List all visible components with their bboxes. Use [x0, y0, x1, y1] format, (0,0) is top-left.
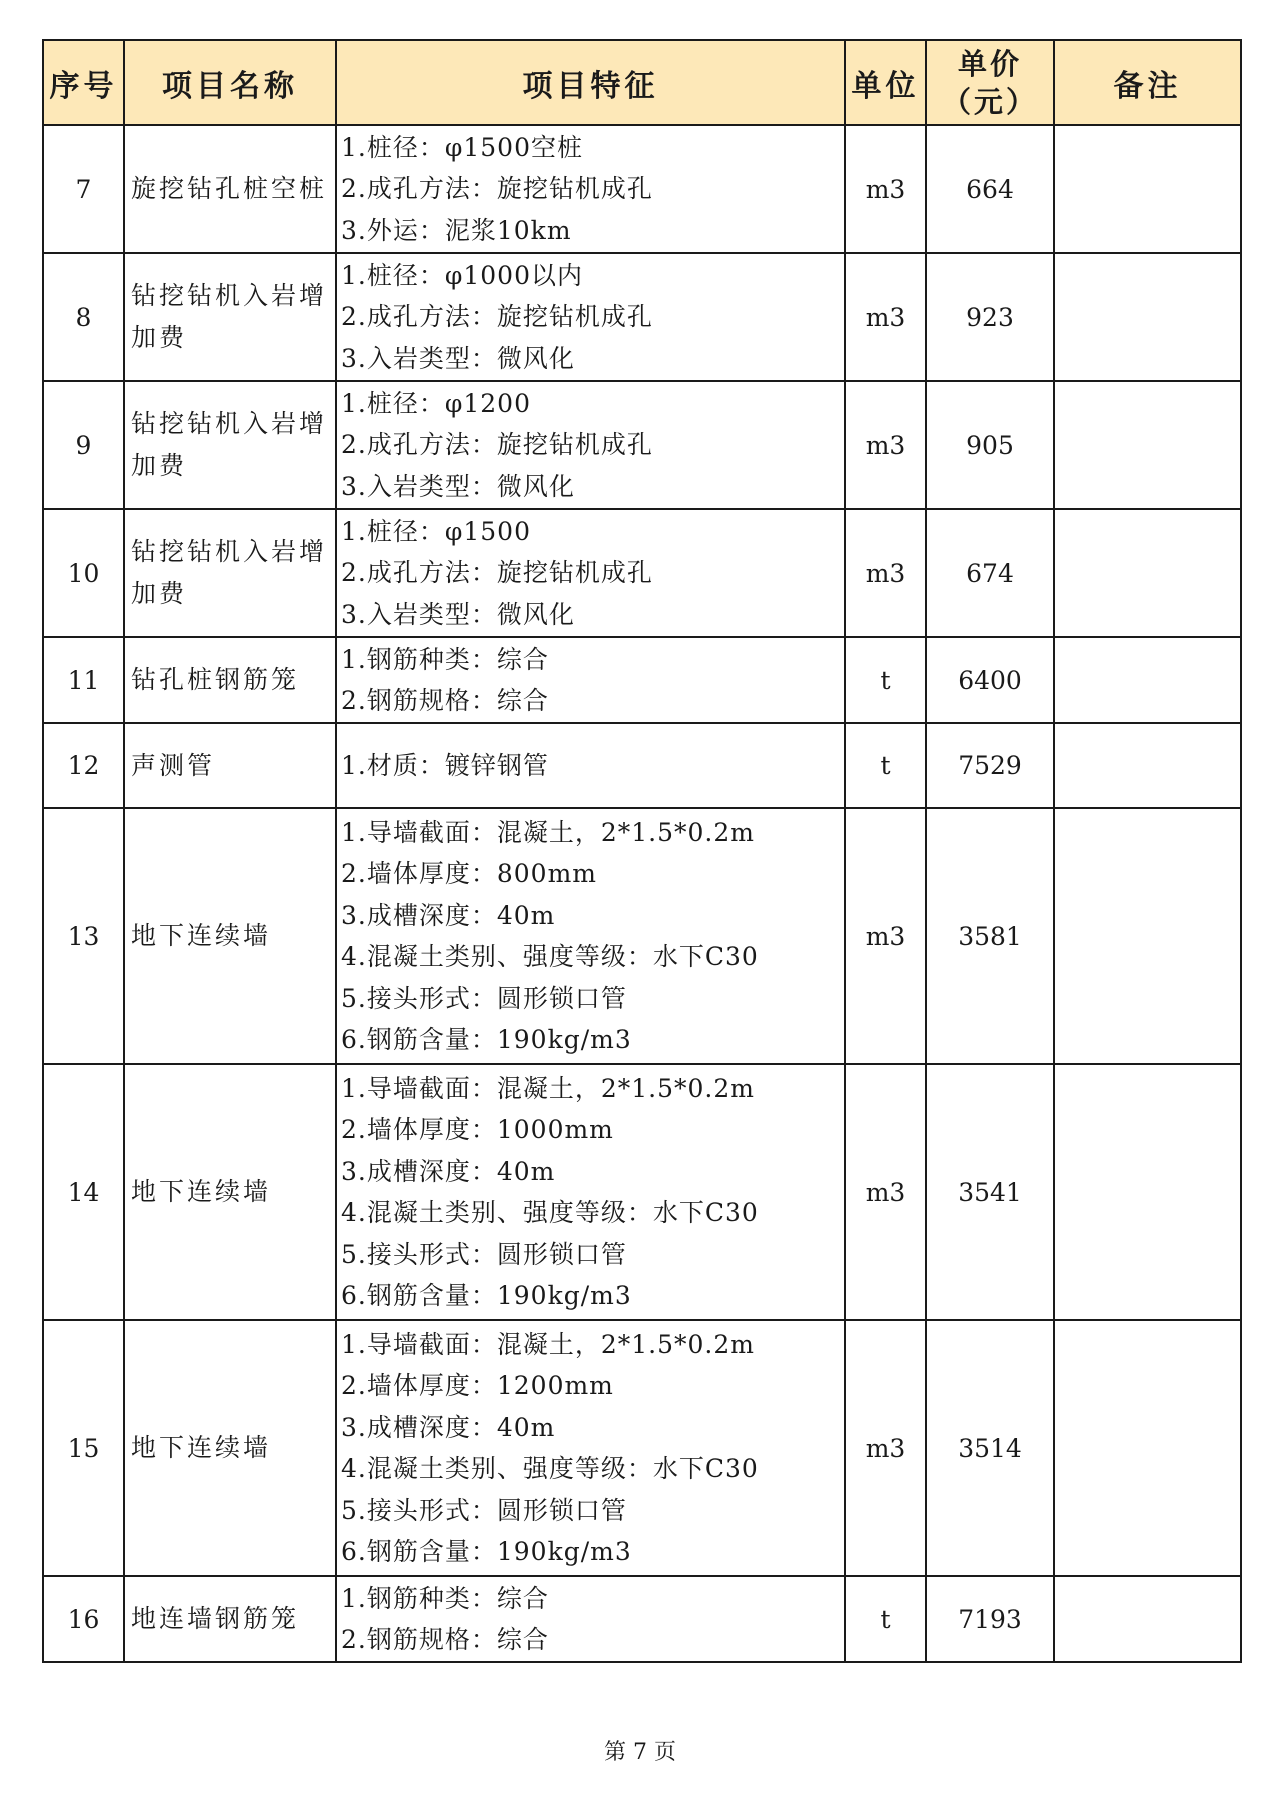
- feature-line: 2.成孔方法：旋挖钻机成孔: [341, 174, 653, 204]
- table-row: [43, 1576, 1241, 1662]
- feature-line: 1.导墙截面：混凝土，2*1.5*0.2m: [341, 1329, 755, 1359]
- table-row: [43, 637, 1241, 723]
- price-list-table: [42, 39, 1242, 1663]
- header-remark: 备注: [1054, 40, 1241, 125]
- row-number: 14: [43, 1064, 124, 1320]
- item-unit-price: 3514: [926, 1320, 1054, 1576]
- item-name: 钻挖钻机入岩增加费: [124, 253, 336, 381]
- item-unit: m3: [845, 125, 926, 253]
- feature-line: 3.入岩类型：微风化: [341, 471, 575, 501]
- item-remark: [1054, 808, 1241, 1064]
- table-body: [43, 125, 1241, 1662]
- row-number: 8: [43, 253, 124, 381]
- table-row: [43, 723, 1241, 808]
- item-features: [336, 1320, 845, 1576]
- item-remark: [1054, 381, 1241, 509]
- feature-line: 1.桩径：φ1200: [341, 388, 531, 418]
- header-price-line1: 单价: [957, 46, 1022, 81]
- feature-line: 6.钢筋含量：190kg/m3: [341, 1025, 632, 1054]
- item-features: [336, 637, 845, 723]
- item-unit: t: [845, 1576, 926, 1662]
- item-features: [336, 509, 845, 637]
- table-row: [43, 1064, 1241, 1320]
- feature-line: 1.钢筋种类：综合: [341, 1583, 549, 1613]
- feature-line: 1.材质：镀锌钢管: [341, 750, 549, 780]
- table-row: [43, 808, 1241, 1064]
- feature-line: 1.桩径：φ1500: [341, 516, 531, 546]
- item-remark: [1054, 509, 1241, 637]
- item-unit: t: [845, 637, 926, 723]
- item-remark: [1054, 1064, 1241, 1320]
- price-list-sheet: [42, 39, 1240, 1663]
- item-features: [336, 808, 845, 1064]
- item-unit-price: 7529: [926, 723, 1054, 808]
- item-remark: [1054, 723, 1241, 808]
- item-name: 声测管: [124, 723, 336, 808]
- header-name: 项目名称: [124, 40, 336, 125]
- table-row: [43, 253, 1241, 381]
- feature-line: 2.成孔方法：旋挖钻机成孔: [341, 430, 653, 460]
- item-features: [336, 1576, 845, 1662]
- item-remark: [1054, 1320, 1241, 1576]
- item-unit: m3: [845, 808, 926, 1064]
- feature-line: 6.钢筋含量：190kg/m3: [341, 1281, 632, 1310]
- feature-line: 4.混凝土类别、强度等级：水下C30: [341, 1454, 759, 1483]
- item-name: 地下连续墙: [124, 808, 336, 1064]
- feature-line: 2.成孔方法：旋挖钻机成孔: [341, 302, 653, 332]
- item-unit-price: 7193: [926, 1576, 1054, 1662]
- item-features: [336, 723, 845, 808]
- feature-line: 5.接头形式：圆形锁口管: [341, 1239, 627, 1269]
- item-name: 地连墙钢筋笼: [124, 1576, 336, 1662]
- feature-line: 3.成槽深度：40m: [341, 1156, 556, 1186]
- item-unit-price: 3581: [926, 808, 1054, 1064]
- table-row: [43, 509, 1241, 637]
- row-number: 13: [43, 808, 124, 1064]
- feature-line: 5.接头形式：圆形锁口管: [341, 1495, 627, 1525]
- table-row: [43, 381, 1241, 509]
- item-name: 旋挖钻孔桩空桩: [124, 125, 336, 253]
- feature-line: 2.墙体厚度：800mm: [341, 859, 597, 888]
- item-unit: m3: [845, 1064, 926, 1320]
- table-header-row: [43, 40, 1241, 125]
- row-number: 7: [43, 125, 124, 253]
- item-name: 地下连续墙: [124, 1320, 336, 1576]
- item-unit: m3: [845, 509, 926, 637]
- feature-line: 3.入岩类型：微风化: [341, 599, 575, 629]
- header-price: [926, 40, 1054, 125]
- item-unit: m3: [845, 381, 926, 509]
- item-features: [336, 381, 845, 509]
- feature-line: 2.成孔方法：旋挖钻机成孔: [341, 558, 653, 588]
- row-number: 16: [43, 1576, 124, 1662]
- item-remark: [1054, 1576, 1241, 1662]
- item-unit-price: 664: [926, 125, 1054, 253]
- item-remark: [1054, 637, 1241, 723]
- item-name: 地下连续墙: [124, 1064, 336, 1320]
- header-features: 项目特征: [336, 40, 845, 125]
- feature-line: 2.墙体厚度：1000mm: [341, 1115, 614, 1144]
- feature-line: 1.桩径：φ1500空桩: [341, 132, 583, 162]
- feature-line: 1.钢筋种类：综合: [341, 644, 549, 674]
- header-unit: 单位: [845, 40, 926, 125]
- row-number: 11: [43, 637, 124, 723]
- item-name: 钻挖钻机入岩增加费: [124, 509, 336, 637]
- item-unit: m3: [845, 1320, 926, 1576]
- feature-line: 5.接头形式：圆形锁口管: [341, 983, 627, 1013]
- item-remark: [1054, 253, 1241, 381]
- item-name: 钻孔桩钢筋笼: [124, 637, 336, 723]
- feature-line: 3.外运：泥浆10km: [341, 215, 572, 245]
- feature-line: 3.成槽深度：40m: [341, 1412, 556, 1442]
- item-features: [336, 125, 845, 253]
- row-number: 15: [43, 1320, 124, 1576]
- feature-line: 2.钢筋规格：综合: [341, 1625, 549, 1654]
- item-unit-price: 905: [926, 381, 1054, 509]
- feature-line: 3.入岩类型：微风化: [341, 343, 575, 373]
- table-row: [43, 125, 1241, 253]
- table-row: [43, 1320, 1241, 1576]
- feature-line: 2.钢筋规格：综合: [341, 686, 549, 715]
- feature-line: 1.导墙截面：混凝土，2*1.5*0.2m: [341, 1073, 755, 1103]
- header-price-line2: （元）: [941, 84, 1038, 119]
- item-unit-price: 674: [926, 509, 1054, 637]
- feature-line: 1.桩径：φ1000以内: [341, 260, 583, 290]
- item-name: 钻挖钻机入岩增加费: [124, 381, 336, 509]
- header-no: 序号: [43, 40, 124, 125]
- item-features: [336, 1064, 845, 1320]
- item-unit-price: 3541: [926, 1064, 1054, 1320]
- row-number: 9: [43, 381, 124, 509]
- feature-line: 2.墙体厚度：1200mm: [341, 1371, 614, 1400]
- item-unit-price: 923: [926, 253, 1054, 381]
- feature-line: 4.混凝土类别、强度等级：水下C30: [341, 942, 759, 971]
- item-unit-price: 6400: [926, 637, 1054, 723]
- row-number: 12: [43, 723, 124, 808]
- feature-line: 3.成槽深度：40m: [341, 900, 556, 930]
- item-unit: t: [845, 723, 926, 808]
- feature-line: 1.导墙截面：混凝土，2*1.5*0.2m: [341, 817, 755, 847]
- item-remark: [1054, 125, 1241, 253]
- feature-line: 6.钢筋含量：190kg/m3: [341, 1537, 632, 1566]
- row-number: 10: [43, 509, 124, 637]
- feature-line: 4.混凝土类别、强度等级：水下C30: [341, 1198, 759, 1227]
- item-unit: m3: [845, 253, 926, 381]
- item-features: [336, 253, 845, 381]
- page-number: 第 7 页: [604, 1740, 676, 1765]
